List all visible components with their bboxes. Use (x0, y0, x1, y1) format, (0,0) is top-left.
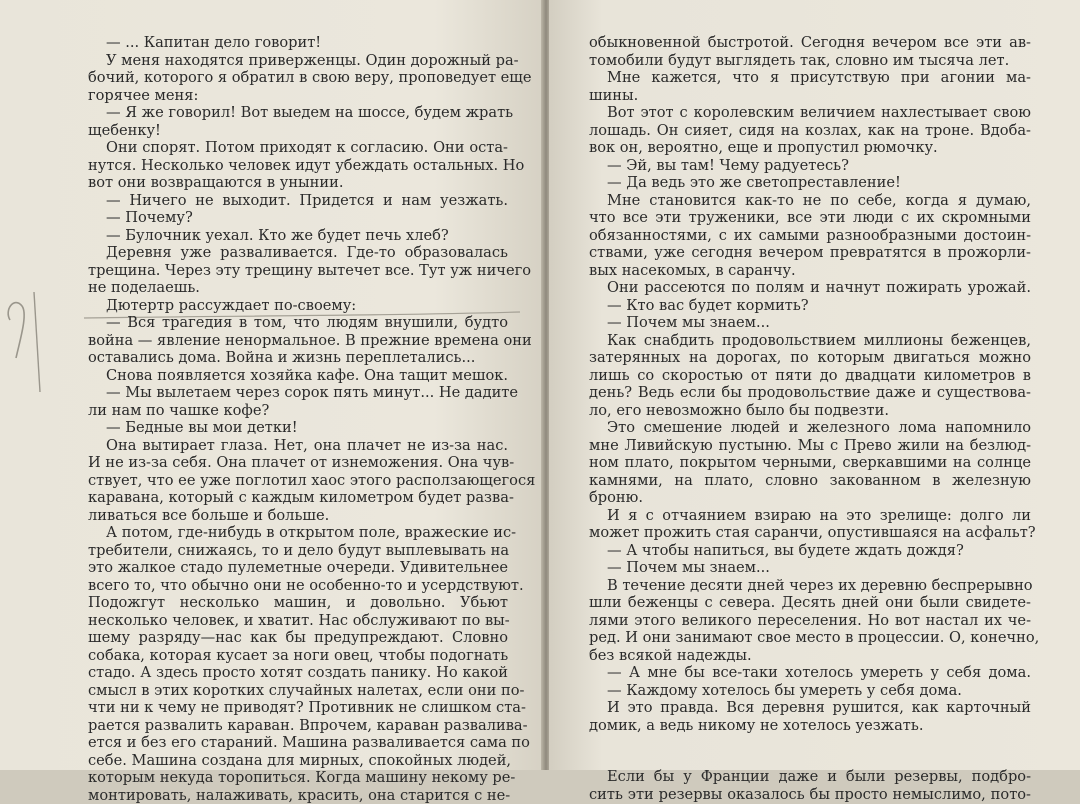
text-line: — Булочник уехал. Кто же будет печь хлеб? (88, 227, 508, 245)
text-line: — Почему? (88, 209, 508, 227)
text-line: ред. И они занимают свое место в процессии. О, конечно, (589, 629, 1031, 647)
text-line: себе. Машина создана для мирных, спокойных людей, (88, 752, 508, 770)
text-line: обыкновенной быстротой. Сегодня вечером все эти ав- (589, 34, 1031, 52)
right-page-text (589, 34, 1031, 803)
text-line: шины. (589, 87, 1031, 105)
text-line: нутся. Несколько человек идут убеждать остальных. Но (88, 157, 508, 175)
text-line: лошадь. Он сияет, сидя на козлах, как на троне. Вдоба- (589, 122, 1031, 140)
text-line: томобили будут выглядеть так, словно им тысяча лет. (589, 52, 1031, 70)
text-line: бочий, которого я обратил в свою веру, проповедует еще (88, 69, 508, 87)
text-line: всего то, что обычно они не особенно-то и усердствуют. (88, 577, 508, 595)
text-line: не поделаешь. (88, 279, 508, 297)
text-line: А потом, где-нибудь в открытом поле, вражеские ис- (88, 524, 508, 542)
text-line: без всякой надежды. (589, 647, 1031, 665)
text-line: несколько человек, и хватит. Нас обслуживают по вы- (88, 612, 508, 630)
text-line: шему разряду—нас как бы предупреждают. Словно (88, 629, 508, 647)
text-line: мне Ливийскую пустыню. Мы с Прево жили на безлюд- (589, 437, 1031, 455)
text-line: может прожить стая саранчи, опустившаяся на асфальт? (589, 524, 1031, 542)
text-line: — А чтобы напиться, вы будете ждать дождя? (589, 542, 1031, 560)
text-line: вот они возвращаются в унынии. (88, 174, 508, 192)
text-line: ло, его невозможно было бы подвезти. (589, 402, 1031, 420)
text-line: Подожгут несколько машин, и довольно. Убьют (88, 594, 508, 612)
text-line: Они рассеются по полям и начнут пожирать урожай. (589, 279, 1031, 297)
text-line: — А мне бы все-таки хотелось умереть у себя дома. (589, 664, 1031, 682)
text-line: броню. (589, 489, 1031, 507)
text-line: — Почем мы знаем... (589, 314, 1031, 332)
text-line: — Почем мы знаем... (589, 559, 1031, 577)
text-line: оставались дома. Война и жизнь переплетались... (88, 349, 508, 367)
text-line: И это правда. Вся деревня рушится, как карточный (589, 699, 1031, 717)
text-line: Снова появляется хозяйка кафе. Она тащит мешок. (88, 367, 508, 385)
text-line: Это смешение людей и железного лома напомнило (589, 419, 1031, 437)
text-line: И я с отчаянием взираю на это зрелище: долго ли (589, 507, 1031, 525)
text-line: требители, снижаясь, то и дело будут выплевывать на (88, 542, 508, 560)
text-line: вых насекомых, в саранчу. (589, 262, 1031, 280)
pencil-margin-mark (0, 280, 90, 400)
text-line: вок он, вероятно, еще и пропустил рюмочку. (589, 139, 1031, 157)
text-line: чти ни к чему не приводят? Противник не слишком ста- (88, 699, 508, 717)
text-line: Мне кажется, что я присутствую при агонии ма- (589, 69, 1031, 87)
text-line: щебенку! (88, 122, 508, 140)
text-line: сить эти резервы оказалось бы просто немыслимо, пото- (589, 786, 1031, 804)
text-line: — Я же говорил! Вот выедем на шоссе, будем жрать (88, 104, 508, 122)
text-line: смысл в этих коротких случайных налетах, если они по- (88, 682, 508, 700)
text-line: Как снабдить продовольствием миллионы беженцев, (589, 332, 1031, 350)
text-line: каравана, который с каждым километром будет разва- (88, 489, 508, 507)
text-line: И не из-за себя. Она плачет от изнеможения. Она чув- (88, 454, 508, 472)
text-line: В течение десяти дней через их деревню беспрерывно (589, 577, 1031, 595)
text-line: которым некуда торопиться. Когда машину некому ре- (88, 769, 508, 787)
text-line: рается развалить караван. Впрочем, караван развалива- (88, 717, 508, 735)
text-line: это жалкое стадо пулеметные очереди. Удивительнее (88, 559, 508, 577)
text-line: — ... Капитан дело говорит! (88, 34, 508, 52)
text-line: — Вся трагедия в том, что людям внушили, будто (88, 314, 508, 332)
text-line: Дютертр рассуждает по-своему: (88, 297, 508, 315)
text-line: день? Ведь если бы продовольствие даже и существова- (589, 384, 1031, 402)
text-line: Если бы у Франции даже и были резервы, подбро- (589, 768, 1031, 786)
text-line: — Кто вас будет кормить? (589, 297, 1031, 315)
text-line: ли нам по чашке кофе? (88, 402, 508, 420)
text-line: что все эти труженики, все эти люди с их скромными (589, 209, 1031, 227)
text-line: Они спорят. Потом приходят к согласию. Они оста- (88, 139, 508, 157)
text-line: война — явление ненормальное. В прежние времена они (88, 332, 508, 350)
text-line: горячее меня: (88, 87, 508, 105)
text-line: — Бедные вы мои детки! (88, 419, 508, 437)
text-line: ливаться все больше и больше. (88, 507, 508, 525)
right-page (549, 0, 1080, 770)
text-line: стадо. А здесь просто хотят создать панику. Но какой (88, 664, 508, 682)
left-page (0, 0, 543, 770)
text-line: затерянных на дорогах, по которым двигаться можно (589, 349, 1031, 367)
text-line: ствами, уже сегодня вечером превратятся в прожорли- (589, 244, 1031, 262)
text-line: камнями, на плато, словно закованном в железную (589, 472, 1031, 490)
text-line: собака, которая кусает за ноги овец, чтобы подогнать (88, 647, 508, 665)
left-page-text (88, 34, 508, 804)
text-line: ном плато, покрытом черными, сверкавшими на солнце (589, 454, 1031, 472)
text-line: лишь со скоростью от пяти до двадцати километров в (589, 367, 1031, 385)
text-line: У меня находятся приверженцы. Один дорожный ра- (88, 52, 508, 70)
text-line: монтировать, налаживать, красить, она старится с не- (88, 787, 508, 804)
text-line: Мне становится как-то не по себе, когда я думаю, (589, 192, 1031, 210)
text-line: Деревня уже разваливается. Где-то образовалась (88, 244, 508, 262)
text-line: Вот этот с королевским величием нахлестывает свою (589, 104, 1031, 122)
text-line: Она вытирает глаза. Нет, она плачет не из-за нас. (88, 437, 508, 455)
text-line: домик, а ведь никому не хотелось уезжать. (589, 717, 1031, 735)
text-line: трещина. Через эту трещину вытечет все. Тут уж ничего (88, 262, 508, 280)
text-line: лями этого великого переселения. Но вот настал их че- (589, 612, 1031, 630)
text-line: ствует, что ее уже поглотил хаос этого расползающегося (88, 472, 508, 490)
text-line: — Эй, вы там! Чему радуетесь? (589, 157, 1031, 175)
text-line: шли беженцы с севера. Десять дней они были свидете- (589, 594, 1031, 612)
text-line: ется и без его стараний. Машина разваливается сама по (88, 734, 508, 752)
text-line: — Ничего не выходит. Придется и нам уезжать. (88, 192, 508, 210)
text-line: обязанностями, с их самыми разнообразными достоин- (589, 227, 1031, 245)
text-line: — Каждому хотелось бы умереть у себя дома. (589, 682, 1031, 700)
paragraph-gap (589, 734, 1031, 768)
text-line: — Да ведь это же светопреставление! (589, 174, 1031, 192)
text-line: — Мы вылетаем через сорок пять минут... Не дадите (88, 384, 508, 402)
